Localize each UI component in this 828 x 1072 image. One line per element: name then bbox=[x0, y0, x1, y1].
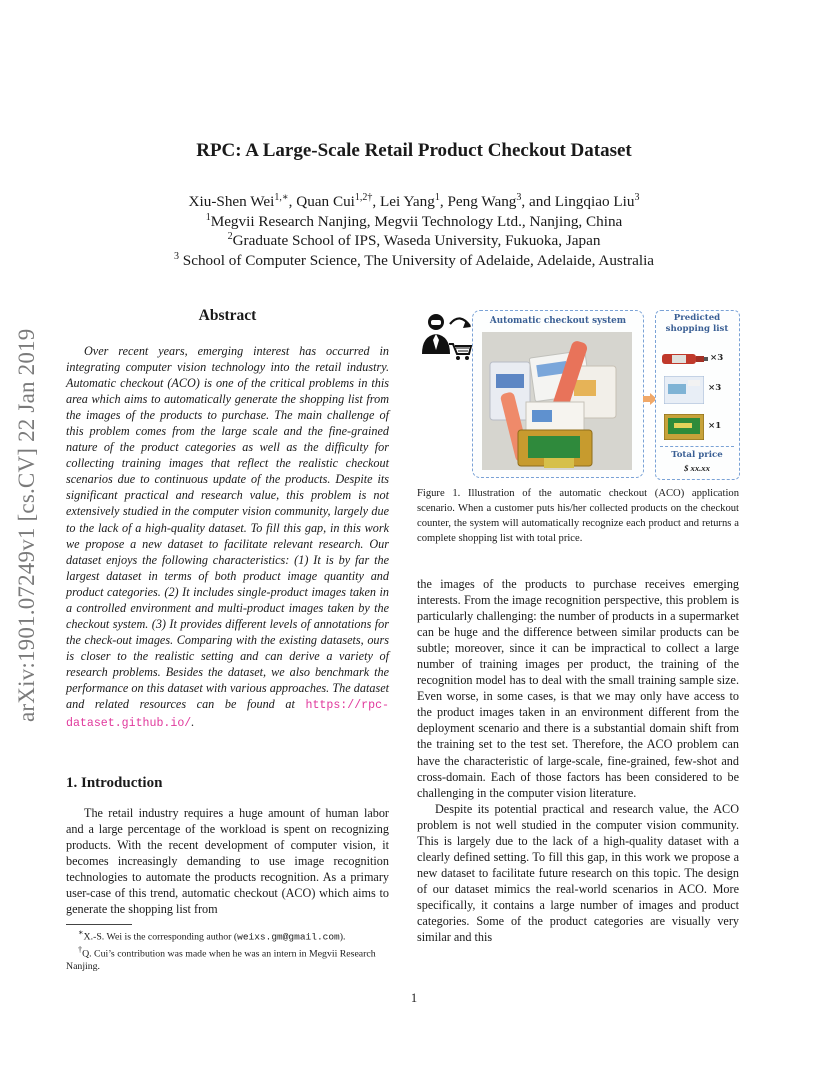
affiliation-text: Megvii Research Nanjing, Megvii Technology Ltd., Nanjing, China bbox=[210, 212, 623, 230]
dataset-link[interactable]: https://rpc-dataset.github.io/ bbox=[66, 699, 389, 731]
footnote-2 bbox=[66, 944, 389, 973]
author-separator: , and bbox=[521, 193, 555, 210]
affiliation-sup: 3 bbox=[173, 250, 179, 262]
introduction-paragraph-2: the images of the products to purchase receives emerging interests. From the image recognition perspective, this problem is particularly challenging: the number of products in a supermarket can be huge and the difference between similar products can be subtle; moreover, since it can be impractical to collect a large number of training images per product, the training of the recognition model has to deal with the small training sample size. Even worse, in some cases, is that we may only have access to the product images taken in an environment different from the deployment scenario and there is a substantial domain shift from the training set to the test set. Therefore, the ACO problem can have the characteristic of large-scale, fine-grained, few-shot and cross-domain. Each of those factors has been considered to be challenging in the computer vision literature. bbox=[417, 577, 739, 800]
author-list bbox=[0, 192, 828, 212]
footnote-rule bbox=[66, 924, 132, 925]
figure-1 bbox=[414, 304, 744, 484]
item-quantity: ×3 bbox=[710, 353, 724, 363]
customer-cart-icon bbox=[416, 308, 472, 364]
total-price-value: $ xx.xx bbox=[684, 463, 710, 473]
total-price-label: Total price bbox=[671, 450, 723, 460]
affiliation-3 bbox=[0, 251, 828, 271]
footnote-text: X.-S. Wei is the corresponding author ( bbox=[83, 931, 238, 943]
footnotes bbox=[66, 927, 389, 973]
author-sup: 1,2† bbox=[354, 191, 373, 203]
author-block bbox=[0, 192, 828, 270]
shopping-list-divider bbox=[660, 446, 734, 447]
arxiv-identifier: arXiv:1901.07249v1 [cs.CV] 22 Jan 2019 bbox=[14, 328, 39, 722]
shopping-list-title: Predicted shopping list bbox=[665, 313, 729, 334]
affiliation-text: School of Computer Science, The University of Adelaide, Adelaide, Australia bbox=[178, 251, 655, 269]
figure-1-caption: Figure 1. Illustration of the automatic checkout (ACO) application scenario. When a customer puts his/her collected products on the checkout counter, the system will automatically recognize each product and returns a complete shopping list with total price. bbox=[417, 488, 739, 545]
affiliation-sup: 2 bbox=[227, 231, 233, 243]
affiliation-sup: 1 bbox=[205, 211, 211, 223]
author-name: Lei Yang bbox=[379, 193, 435, 210]
abstract-heading: Abstract bbox=[198, 307, 257, 324]
author-sup: 3 bbox=[516, 191, 522, 203]
abstract-text: Over recent years, emerging interest has occurred in integrating computer vision technology into the retail industry. Automatic checkout (ACO) is one of the critical problems in this area which aims to automatically generate the shopping list from the images of the products to purchase. The main challenge of this problem comes from the large scale and the fine-grained nature of the product categories as well as the difficulty for collecting training images that reflect the realistic checkout scenarios due to continuous update of the products. Despite its significant practical and research value, this problem is not extensively studied in the computer vision community, largely due to the lack of a high-quality dataset. To fill this gap, in this work we propose a new dataset to facilitate relevant research. Our dataset enjoys the following characteristics: (1) It is by far the largest dataset in terms of both product image quantity and product categories. (2) It includes single-product images taken in a controlled environment and multi-product images taken by the checkout system. (3) It provides different levels of annotations for the check-out images. Comparing with the existing datasets, ours is closer to the realistic setting and can derive a variety of research problems. Besides the dataset, we also benchmark the performance on this dataset with various approaches. The dataset and related resources can be found at bbox=[66, 344, 389, 712]
item-quantity: ×3 bbox=[708, 383, 722, 393]
footnote-1 bbox=[66, 927, 389, 944]
author-name: Quan Cui bbox=[296, 193, 355, 210]
author-separator: , bbox=[372, 193, 380, 210]
author-name: Xiu-Shen Wei bbox=[188, 193, 275, 210]
introduction-paragraph-3: Despite its potential practical and research value, the ACO problem is not well studied in the computer vision community. This is largely due to the lack of a high-quality dataset with a clearly defined setting. To fill this gap, in this work we propose a new dataset to facilitate future research on this topic. The design of our dataset mimics the real-world scenarios in ACO. More specifically, it contains a large number of images and product categories. Some of the product categories are visually very similar and this bbox=[417, 801, 739, 945]
packet-product-icon bbox=[664, 414, 704, 440]
author-separator: , bbox=[439, 193, 448, 210]
author-sup: 1,∗ bbox=[274, 191, 289, 203]
bottle-product-icon bbox=[662, 352, 708, 366]
introduction-paragraph-1: The retail industry requires a huge amount of human labor and a large percentage of the workload is spent on recognizing products. With the recent development of computer vision, it becomes increasingly demanding to use image recognition technologies to automate the products recognition. As a primary user-case of this trend, automatic checkout (ACO) which aims to generate the shopping list from bbox=[66, 806, 389, 917]
paper-title: RPC: A Large-Scale Retail Product Checkout Dataset bbox=[196, 140, 632, 161]
checkout-system-label: Automatic checkout system bbox=[489, 316, 627, 326]
abstract-end: . bbox=[191, 715, 195, 730]
affiliation-2 bbox=[0, 231, 828, 251]
box-product-icon bbox=[664, 376, 704, 404]
footnote-mark: † bbox=[78, 944, 83, 954]
author-email: weixs.gm@gmail.com bbox=[237, 931, 340, 943]
author-name: Peng Wang bbox=[447, 193, 517, 210]
abstract-body bbox=[66, 343, 389, 732]
page-number: 1 bbox=[410, 991, 418, 1005]
item-quantity: ×1 bbox=[708, 421, 722, 431]
affiliation-1 bbox=[0, 212, 828, 232]
footnote-mark: ∗ bbox=[78, 928, 84, 937]
affiliation-text: Graduate School of IPS, Waseda University, Fukuoka, Japan bbox=[232, 232, 601, 250]
author-separator: , bbox=[288, 193, 297, 210]
author-sup: 3 bbox=[634, 191, 640, 203]
introduction-right-column bbox=[417, 576, 739, 945]
author-sup: 1 bbox=[434, 191, 440, 203]
introduction-heading: 1. Introduction bbox=[66, 775, 163, 791]
checkout-products-photo bbox=[482, 332, 632, 470]
footnote-text: ). bbox=[339, 931, 346, 943]
footnote-text: Q. Cui’s contribution was made when he was an intern in Megvii Research Nanjing. bbox=[66, 948, 376, 972]
author-name: Lingqiao Liu bbox=[554, 193, 635, 210]
